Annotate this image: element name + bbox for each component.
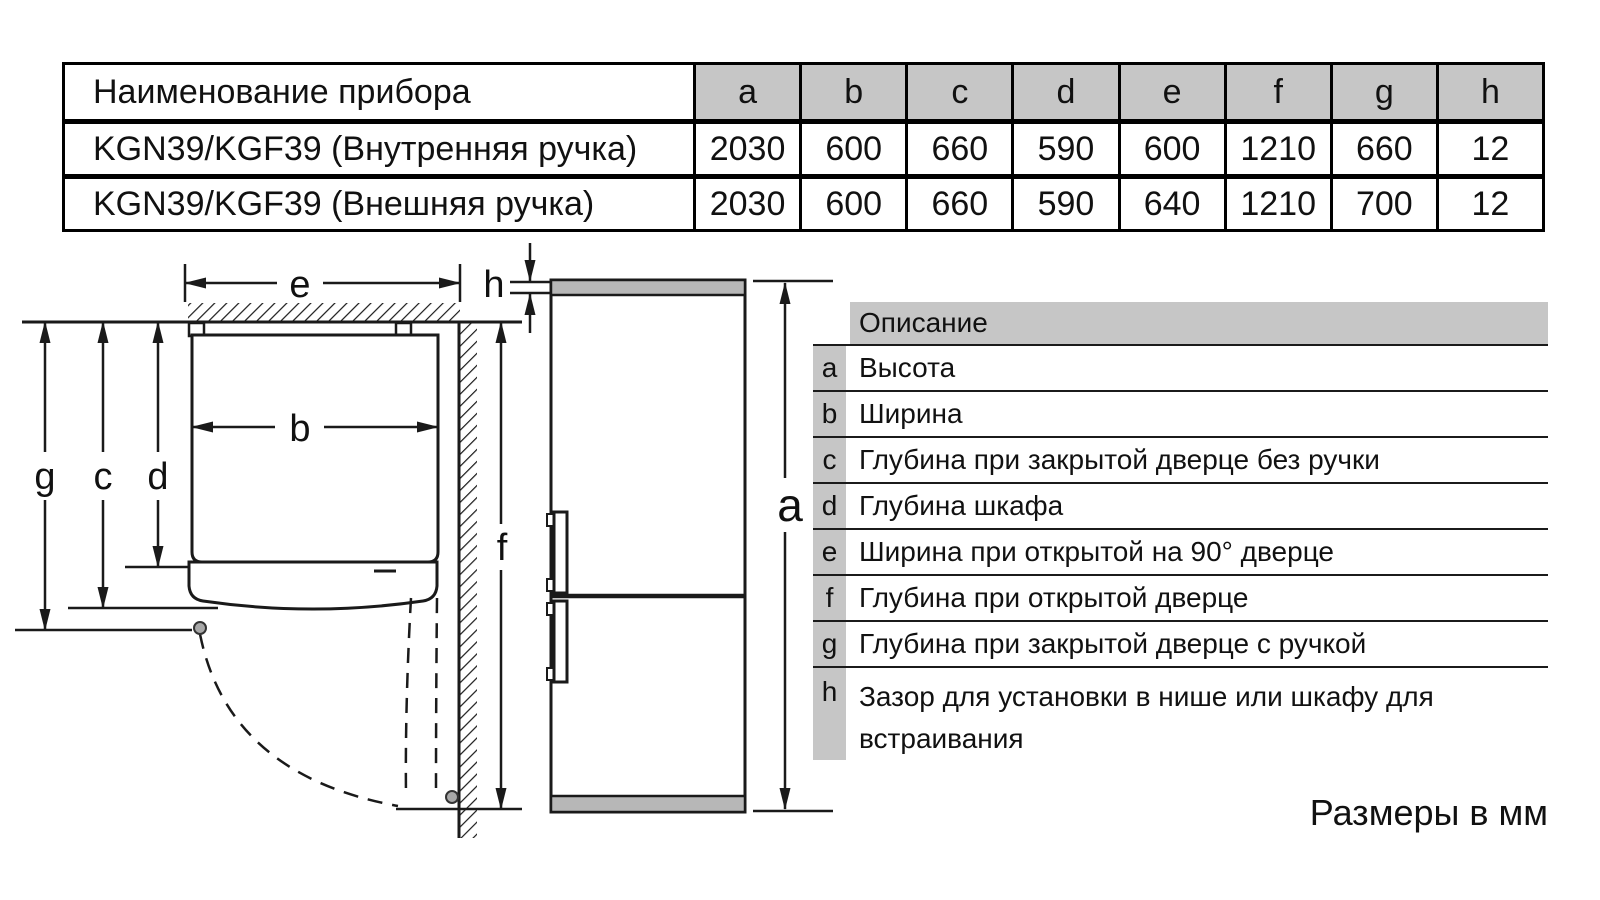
spec-row-name: KGN39/KGF39 (Внутренняя ручка): [65, 124, 693, 174]
legend-text: Глубина при закрытой дверце без ручки: [859, 444, 1380, 475]
legend-row-e: [813, 530, 1548, 576]
legend-text: Глубина при закрытой дверце с ручкой: [859, 628, 1367, 659]
wall-right-hatch: [459, 322, 477, 838]
fridge-side-top-strip: [551, 280, 745, 295]
spec-value: 600: [1121, 124, 1224, 174]
legend-text: Глубина при открытой дверце: [859, 582, 1249, 613]
door-pivot-left: [194, 622, 206, 634]
spec-value: 2030: [696, 124, 799, 174]
legend-header: Описание: [850, 302, 1548, 344]
legend-key: f: [813, 576, 846, 620]
open-door-outer-face: [436, 598, 437, 790]
spec-col-header-h: h: [1439, 65, 1542, 119]
spec-value: 600: [802, 179, 905, 229]
spec-value: 12: [1439, 179, 1542, 229]
spec-col-header-a: a: [696, 65, 799, 119]
upper-door-handle: [554, 512, 567, 593]
spec-col-header-e: e: [1121, 65, 1224, 119]
legend-row-b: [813, 392, 1548, 438]
spec-col-header-d: d: [1014, 65, 1117, 119]
legend-key: e: [813, 530, 846, 574]
spec-table: [62, 62, 1545, 232]
spec-value: 660: [908, 124, 1011, 174]
spec-value: 590: [1014, 179, 1117, 229]
dim-label-b: b: [289, 408, 311, 450]
fridge-door-plan: [189, 562, 437, 609]
dim-label-e: e: [289, 264, 311, 306]
spec-value: 2030: [696, 179, 799, 229]
legend-text: Глубина шкафа: [859, 490, 1064, 521]
fridge-side-plinth-strip: [551, 796, 745, 812]
spec-col-header-c: c: [908, 65, 1011, 119]
legend-key: h: [813, 668, 846, 760]
legend-row-h: [813, 668, 1548, 760]
dim-label-a: a: [777, 479, 803, 531]
fridge-body-plan: [192, 335, 438, 562]
dim-label-h: h: [483, 264, 505, 306]
spec-value: 1210: [1227, 124, 1330, 174]
legend-text: Зазор для установки в нише или шкафу для встраивания: [859, 681, 1434, 754]
dim-label-g: g: [34, 456, 56, 498]
legend-text: Ширина при открытой на 90° дверце: [859, 536, 1334, 567]
spec-value: 660: [1333, 124, 1436, 174]
legend-key: d: [813, 484, 846, 528]
legend-row-c: [813, 438, 1548, 484]
open-door-inner-face: [406, 598, 411, 795]
spec-col-header-b: b: [802, 65, 905, 119]
spec-value: 700: [1333, 179, 1436, 229]
legend-row-a: [813, 346, 1548, 392]
units-note: Размеры в мм: [1309, 792, 1548, 833]
legend-table: [813, 302, 1548, 760]
door-swing-arc: [200, 634, 398, 806]
legend-key-header: [813, 302, 846, 344]
door-pivot-right: [446, 791, 458, 803]
spec-value: 660: [908, 179, 1011, 229]
dim-label-d: d: [147, 456, 169, 498]
legend-row-g: [813, 622, 1548, 668]
spec-value: 590: [1014, 124, 1117, 174]
legend-key: a: [813, 346, 846, 390]
legend-key: g: [813, 622, 846, 666]
dim-label-c: c: [93, 456, 113, 498]
spec-row-name: KGN39/KGF39 (Внешняя ручка): [65, 179, 693, 229]
spec-col-header-g: g: [1333, 65, 1436, 119]
dim-label-f: f: [496, 527, 508, 569]
legend-row-d: [813, 484, 1548, 530]
legend-text: Высота: [859, 352, 956, 383]
lower-door-handle: [554, 601, 567, 682]
spec-col-header-f: f: [1227, 65, 1330, 119]
legend-key: b: [813, 392, 846, 436]
legend-text: Ширина: [859, 398, 963, 429]
legend-row-f: [813, 576, 1548, 622]
fridge-side-body: [551, 280, 745, 812]
spec-value: 600: [802, 124, 905, 174]
spec-value: 640: [1121, 179, 1224, 229]
spec-value: 12: [1439, 124, 1542, 174]
legend-header-row: [813, 302, 1548, 346]
wall-top-hatch: [188, 303, 460, 322]
spec-value: 1210: [1227, 179, 1330, 229]
legend-key: c: [813, 438, 846, 482]
spec-name-header: Наименование прибора: [65, 65, 693, 119]
